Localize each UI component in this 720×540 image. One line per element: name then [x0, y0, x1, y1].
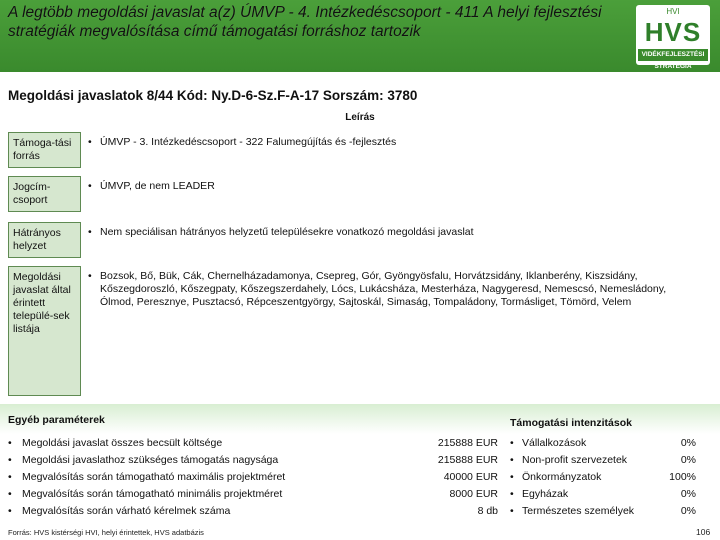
intensity-label: Önkormányzatok [522, 471, 602, 483]
intensity-label: Non-profit szervezetek [522, 454, 628, 466]
bullet: • [88, 180, 92, 192]
bullet: • [8, 454, 12, 466]
page-title: A legtöbb megoldási javaslat a(z) ÚMVP - 4. Intézkedéscsoport - 411 A helyi fejlesztési stratégiák megvalósítása című támogatási forráshoz tartozik [8, 4, 602, 40]
bullet: • [510, 454, 514, 466]
param-row [8, 471, 498, 488]
intensity-value: 0% [680, 437, 696, 449]
logo-sub-text: VIDÉKFEJLESZTÉSI STRATÉGIA [638, 49, 708, 61]
param-value: 40000 EUR [443, 471, 498, 483]
logo-top-text: HVI [666, 7, 680, 16]
intensity-row [510, 505, 696, 522]
bullet: • [8, 505, 12, 517]
row-value-text: Bozsok, Bő, Bük, Cák, Chernelházadamonya, Csepreg, Gór, Gyöngyösfalu, Horvátzsidány, Iklanberény, Kiszsidány, Kőszegdoroszló, Kőszegpaty, Kőszegszerdahely, Lócs, Lukácsháza, Mesterháza, Nagygeresd, Nemescsó, Nemesládony, Ólmod, Peresznye, Pusztacsó, Répceszentgyörgy, Sajtoskál, Simaság, Tompaládony, Tormásliget, Tömörd, Velem [100, 270, 667, 308]
bullet: • [510, 471, 514, 483]
row-value-text: Nem speciálisan hátrányos helyzetű településekre vonatkozó megoldási javaslat [100, 226, 474, 238]
params-title: Egyéb paraméterek [8, 414, 105, 426]
intensity-title: Támogatási intenzitások [510, 417, 632, 429]
row-value-text: ÚMVP, de nem LEADER [100, 180, 215, 192]
param-value: 8 db [477, 505, 498, 517]
page-number: 106 [696, 527, 711, 537]
bullet: • [8, 471, 12, 483]
param-label: Megoldási javaslat összes becsült költsége [22, 437, 223, 449]
intensity-row [510, 454, 696, 471]
row-telepulesek-listaja [8, 266, 712, 396]
param-label: Megvalósítás során várható kérelmek száma [22, 505, 231, 517]
intensity-label: Egyházak [522, 488, 569, 500]
subtitle: Megoldási javaslatok 8/44 Kód: Ny.D-6-Sz.F-A-17 Sorszám: 3780 [8, 88, 418, 103]
logo-main-text: HVS [644, 17, 702, 47]
bullet: • [510, 488, 514, 500]
bullet: • [8, 437, 12, 449]
intensity-row [510, 437, 696, 454]
intensity-value: 0% [680, 488, 696, 500]
header-banner [0, 0, 720, 72]
bullet: • [88, 270, 92, 282]
bullet: • [88, 226, 92, 238]
param-value: 8000 EUR [449, 488, 498, 500]
source-note: Forrás: HVS kistérségi HVI, helyi érintettek, HVS adatbázis [8, 528, 204, 537]
bullet: • [8, 488, 12, 500]
bullet: • [88, 136, 92, 148]
param-row [8, 505, 498, 522]
row-tamogatasi-forras [8, 132, 712, 168]
intensity-row [510, 488, 696, 505]
param-row [8, 437, 498, 454]
leiras-label: Leírás [345, 112, 375, 123]
bullet: • [510, 505, 514, 517]
param-row [8, 454, 498, 471]
bullet: • [510, 437, 514, 449]
intensity-row [510, 471, 696, 488]
param-row [8, 488, 498, 505]
param-value: 215888 EUR [437, 454, 498, 466]
param-label: Megvalósítás során támogatható minimális projektméret [22, 488, 283, 500]
intensity-label: Vállalkozások [522, 437, 587, 449]
param-value: 215888 EUR [437, 437, 498, 449]
param-label: Megvalósítás során támogatható maximális projektméret [22, 471, 286, 483]
intensity-value: 100% [669, 471, 696, 483]
intensity-value: 0% [680, 505, 696, 517]
description-table [8, 126, 712, 396]
row-label: Megoldási javaslat által érintett települé-sek listája [8, 266, 81, 396]
row-value-text: ÚMVP - 3. Intézkedéscsoport - 322 Falumegújítás és -fejlesztés [100, 136, 397, 148]
row-label: Jogcím-csoport [8, 176, 81, 212]
intensity-value: 0% [680, 454, 696, 466]
row-label: Hátrányos helyzet [8, 222, 81, 258]
hvs-logo [636, 5, 710, 70]
param-label: Megoldási javaslathoz szükséges támogatás nagysága [22, 454, 279, 466]
row-label: Támoga-tási forrás [8, 132, 81, 168]
row-jogcimcsoport [8, 176, 712, 212]
intensity-label: Természetes személyek [522, 505, 635, 517]
row-hatranyos-helyzet [8, 222, 712, 258]
